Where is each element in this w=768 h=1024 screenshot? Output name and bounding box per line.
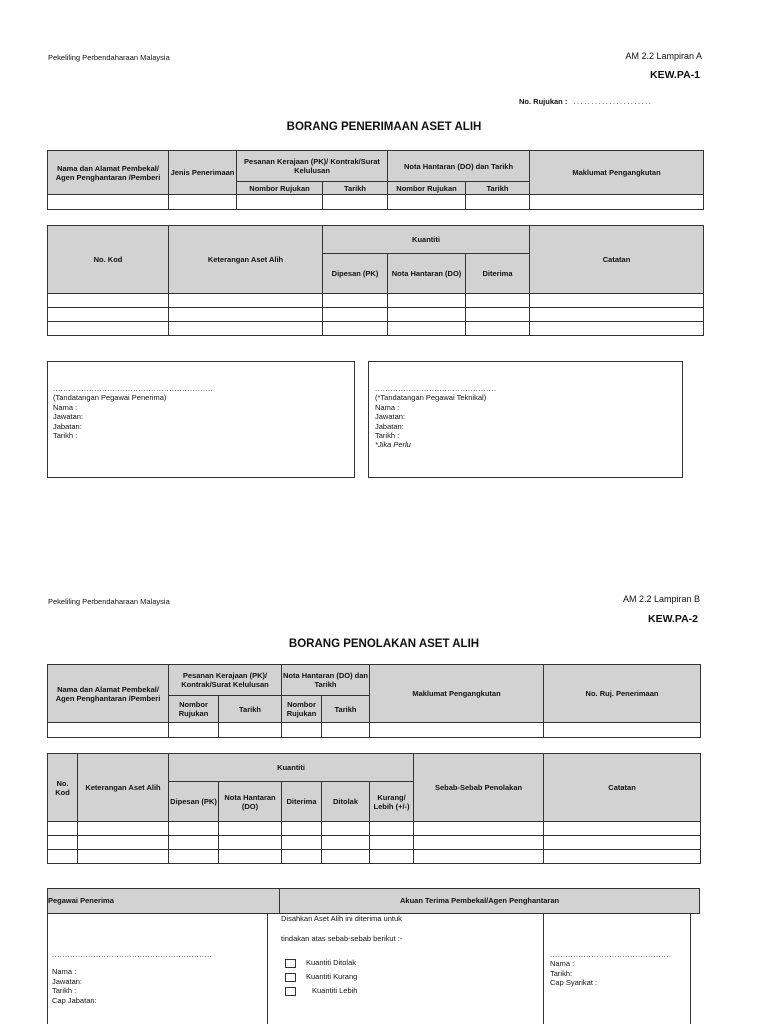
- table-row[interactable]: [48, 723, 701, 738]
- appendix-label: AM 2.2 Lampiran A: [625, 51, 702, 61]
- col-notes: Catatan: [530, 226, 704, 294]
- technical-signature-block: ............................................... (*Tandatangan Pegawai Teknikal) Nama : Jawatan: Jabatan: Tarikh : *Jika Perlu: [375, 384, 497, 450]
- col-reasons: Sebab-Sebab Penolakan: [414, 754, 544, 822]
- option-excess[interactable]: Kuantiti Lebih: [285, 986, 357, 996]
- table-row[interactable]: [48, 836, 701, 850]
- form-code: KEW.PA-1: [650, 69, 700, 81]
- footnote: *Jika Perlu: [375, 440, 411, 450]
- signature-role: (*Tandatangan Pegawai Teknikal): [375, 393, 487, 403]
- checkbox[interactable]: [285, 973, 296, 982]
- col-receipt-type: Jenis Penerimaan: [169, 151, 237, 195]
- page-title: BORANG PENERIMAAN ASET ALIH: [286, 121, 482, 133]
- checkbox[interactable]: [285, 959, 296, 968]
- signature-role: (Tandatangan Pegawai Penerima): [53, 393, 167, 403]
- position-label: Jawatan:: [52, 976, 83, 986]
- name-label: Nama :: [550, 959, 575, 969]
- col-ordered: Dipesan (PK): [323, 254, 388, 294]
- name-label: Nama :: [53, 402, 78, 412]
- table-row[interactable]: [48, 850, 701, 864]
- col-ordered: Dipesan (PK): [169, 782, 219, 822]
- col-quantity: Kuantiti: [169, 754, 414, 782]
- col-delivery-ref: Nombor Rujukan: [388, 182, 466, 195]
- confirmation-line-2: tindakan atas sebab-sebab berikut :-: [281, 934, 403, 943]
- reference-label: No. Rujukan :: [519, 97, 568, 106]
- confirmation-line-1: Disahkan Aset Alih ini diterima untuk: [281, 914, 402, 923]
- option-rejected[interactable]: Kuantiti Ditolak: [285, 958, 356, 968]
- col-received: Diterima: [466, 254, 530, 294]
- appendix-label-2: AM 2.2 Lampiran B: [622, 594, 700, 604]
- department-label: Jabatan:: [53, 421, 82, 431]
- col-order-ref: Nombor Rujukan: [237, 182, 323, 195]
- position-label: Jawatan:: [53, 412, 84, 422]
- col-delivery-ref: Nombor Rujukan: [282, 696, 322, 723]
- rejected-items-table: [47, 753, 701, 864]
- col-code: No. Kod: [48, 754, 78, 822]
- table-row[interactable]: [48, 195, 704, 210]
- col-order-date: Tarikh: [219, 696, 282, 723]
- checkbox[interactable]: [285, 987, 296, 996]
- table-row[interactable]: [48, 822, 701, 836]
- circular-label-2: Pekeliling Perbendaharaan Malaysia: [48, 597, 170, 606]
- col-delivery-date: Tarikh: [466, 182, 530, 195]
- receiver-header: Pegawai Penerima: [48, 896, 114, 905]
- receiver-officer-block[interactable]: .............................................................. Nama : Jawatan: Tarikh : Cap Jabatan:: [52, 950, 213, 1005]
- date-label: Tarikh :: [52, 986, 77, 996]
- col-order: Pesanan Kerajaan (PK)/ Kontrak/Surat Kelulusan: [237, 151, 388, 182]
- circular-label: Pekeliling Perbendaharaan Malaysia: [48, 53, 170, 62]
- col-description: Keterangan Aset Alih: [78, 754, 169, 822]
- col-delivery: Nota Hantaran (DO) dan Tarikh: [388, 151, 530, 182]
- divider: [543, 914, 544, 1024]
- page-title-2: BORANG PENOLAKAN ASET ALIH: [288, 638, 480, 650]
- col-transport: Maklumat Pengangkutan: [370, 665, 544, 723]
- acknowledgement-header: Akuan Terima Pembekal/Agen Penghantaran: [400, 896, 560, 905]
- divider: [267, 914, 268, 1024]
- rejection-info-table: [47, 664, 701, 738]
- table-row[interactable]: [48, 294, 704, 308]
- option-short[interactable]: Kuantiti Kurang: [285, 972, 357, 982]
- divider: [47, 914, 48, 1024]
- col-notes: Catatan: [544, 754, 701, 822]
- date-label: Tarikh:: [550, 968, 573, 978]
- col-supplier: Nama dan Alamat Pembekal/ Agen Penghantaran /Pemberi: [48, 665, 169, 723]
- col-receipt-ref: No. Ruj. Penerimaan: [544, 665, 701, 723]
- acknowledgement-header-bar: [47, 888, 700, 914]
- reference-field[interactable]: [519, 97, 652, 106]
- department-label: Jabatan:: [375, 421, 404, 431]
- supplier-signature-block[interactable]: ............................................... Nama : Tarikh: Cap Syarikat :: [550, 950, 672, 988]
- col-order: Pesanan Kerajaan (PK)/ Kontrak/Surat Kelulusan: [169, 665, 282, 696]
- reference-dots: ......................: [573, 97, 653, 106]
- col-code: No. Kod: [48, 226, 169, 294]
- col-delivery-note: Nota Hantaran (DO): [388, 254, 466, 294]
- stamp-label: Cap Jabatan:: [52, 995, 97, 1005]
- receipt-info-table: [47, 150, 704, 210]
- table-row[interactable]: [48, 322, 704, 336]
- col-supplier: Nama dan Alamat Pembekal/ Agen Penghantaran /Pemberi: [48, 151, 169, 195]
- col-delivery-note: Nota Hantaran (DO): [219, 782, 282, 822]
- col-quantity: Kuantiti: [323, 226, 530, 254]
- col-order-date: Tarikh: [323, 182, 388, 195]
- col-received: Diterima: [282, 782, 322, 822]
- asset-items-table: [47, 225, 704, 336]
- name-label: Nama :: [375, 402, 400, 412]
- form-code-2: KEW.PA-2: [648, 613, 698, 625]
- divider: [690, 914, 691, 1024]
- position-label: Jawatan:: [375, 412, 406, 422]
- col-order-ref: Nombor Rujukan: [169, 696, 219, 723]
- col-rejected: Ditolak: [322, 782, 370, 822]
- receiver-signature-block: .............................................................. (Tandatangan Pegawai Penerima) Nama : Jawatan: Jabatan: Tarikh :: [53, 384, 214, 440]
- table-row[interactable]: [48, 308, 704, 322]
- date-label: Tarikh :: [375, 430, 400, 440]
- name-label: Nama :: [52, 967, 77, 977]
- col-transport: Maklumat Pengangkutan: [530, 151, 704, 195]
- col-delivery-date: Tarikh: [322, 696, 370, 723]
- col-description: Keterangan Aset Alih: [169, 226, 323, 294]
- date-label: Tarikh :: [53, 430, 78, 440]
- col-delivery: Nota Hantaran (DO) dan Tarikh: [282, 665, 370, 696]
- divider: [279, 888, 280, 914]
- company-stamp-label: Cap Syarikat :: [550, 978, 598, 988]
- col-short-excess: Kurang/ Lebih (+/-): [370, 782, 414, 822]
